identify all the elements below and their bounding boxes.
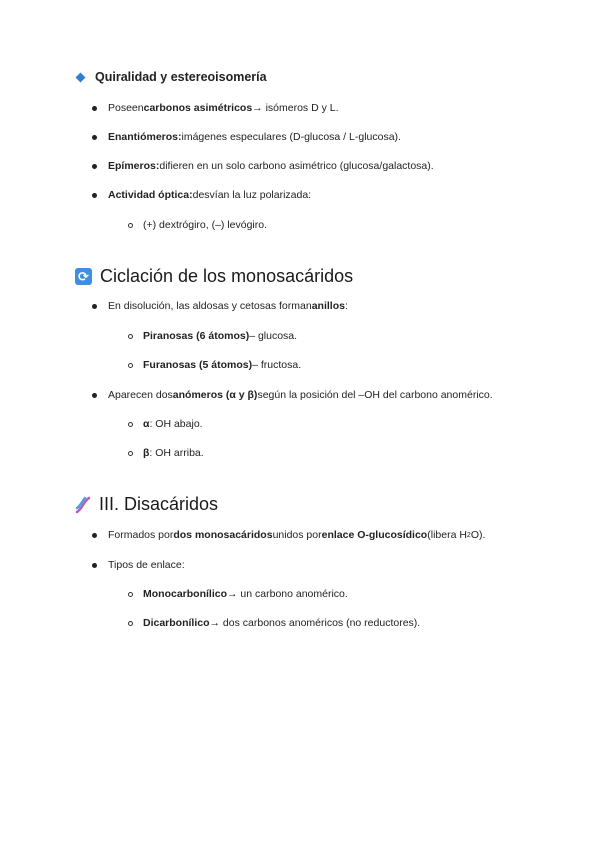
sub-list-item: Monocarbonílico → un carbono anomérico.	[128, 588, 348, 600]
sub-list-item: α : OH abajo.	[128, 418, 203, 430]
list-item: Aparecen dos anómeros (α y β) según la posición del –OH del carbono anomérico.	[92, 389, 493, 401]
bullet-icon	[92, 135, 97, 140]
list-item: Epímeros: difieren en un solo carbono asimétrico (glucosa/galactosa).	[92, 160, 434, 172]
heading-text: Ciclación de los monosacáridos	[100, 266, 354, 286]
subheading-text: Quiralidad y estereoisomería	[95, 70, 267, 84]
bullet-icon	[92, 193, 97, 198]
subheading-quiralidad	[75, 70, 267, 84]
sub-list-item: (+) dextrógiro, (–) levógiro.	[128, 219, 267, 231]
bullet-icon	[92, 106, 97, 111]
bullet-icon	[92, 164, 97, 169]
list-item: Actividad óptica: desvían la luz polarizada:	[92, 189, 311, 201]
bullet-icon	[92, 533, 97, 538]
sub-list-item: Furanosas (5 átomos) – fructosa.	[128, 359, 301, 371]
list-item: En disolución, las aldosas y cetosas forman anillos :	[92, 300, 348, 312]
sub-list-item: Piranosas (6 átomos) – glucosa.	[128, 330, 297, 342]
sub-list-item: Dicarbonílico → dos carbonos anoméricos (no reductores).	[128, 617, 420, 629]
circle-bullet-icon	[128, 334, 133, 339]
list-item: Tipos de enlace:	[92, 559, 185, 571]
heading-text: III. Disacáridos	[99, 494, 219, 514]
sub-list-item: β : OH arriba.	[128, 447, 204, 459]
cycle-icon: ⟳	[75, 268, 92, 285]
heading-disacaridos	[73, 494, 218, 515]
circle-bullet-icon	[128, 592, 133, 597]
list-item: Enantiómeros: imágenes especulares (D-glucosa / L-glucosa).	[92, 131, 401, 143]
circle-bullet-icon	[128, 223, 133, 228]
circle-bullet-icon	[128, 451, 133, 456]
bullet-icon	[92, 393, 97, 398]
circle-bullet-icon	[128, 422, 133, 427]
circle-bullet-icon	[128, 621, 133, 626]
list-item: Poseen carbonos asimétricos → isómeros D y L.	[92, 102, 339, 114]
diamond-bullet-icon	[76, 72, 86, 82]
list-item: Formados por dos monosacáridos unidos por enlace O-glucosídico (libera H 2 O).	[92, 529, 485, 541]
dna-icon	[73, 495, 93, 515]
bullet-icon	[92, 304, 97, 309]
heading-ciclacion	[75, 266, 353, 287]
bullet-icon	[92, 563, 97, 568]
circle-bullet-icon	[128, 363, 133, 368]
